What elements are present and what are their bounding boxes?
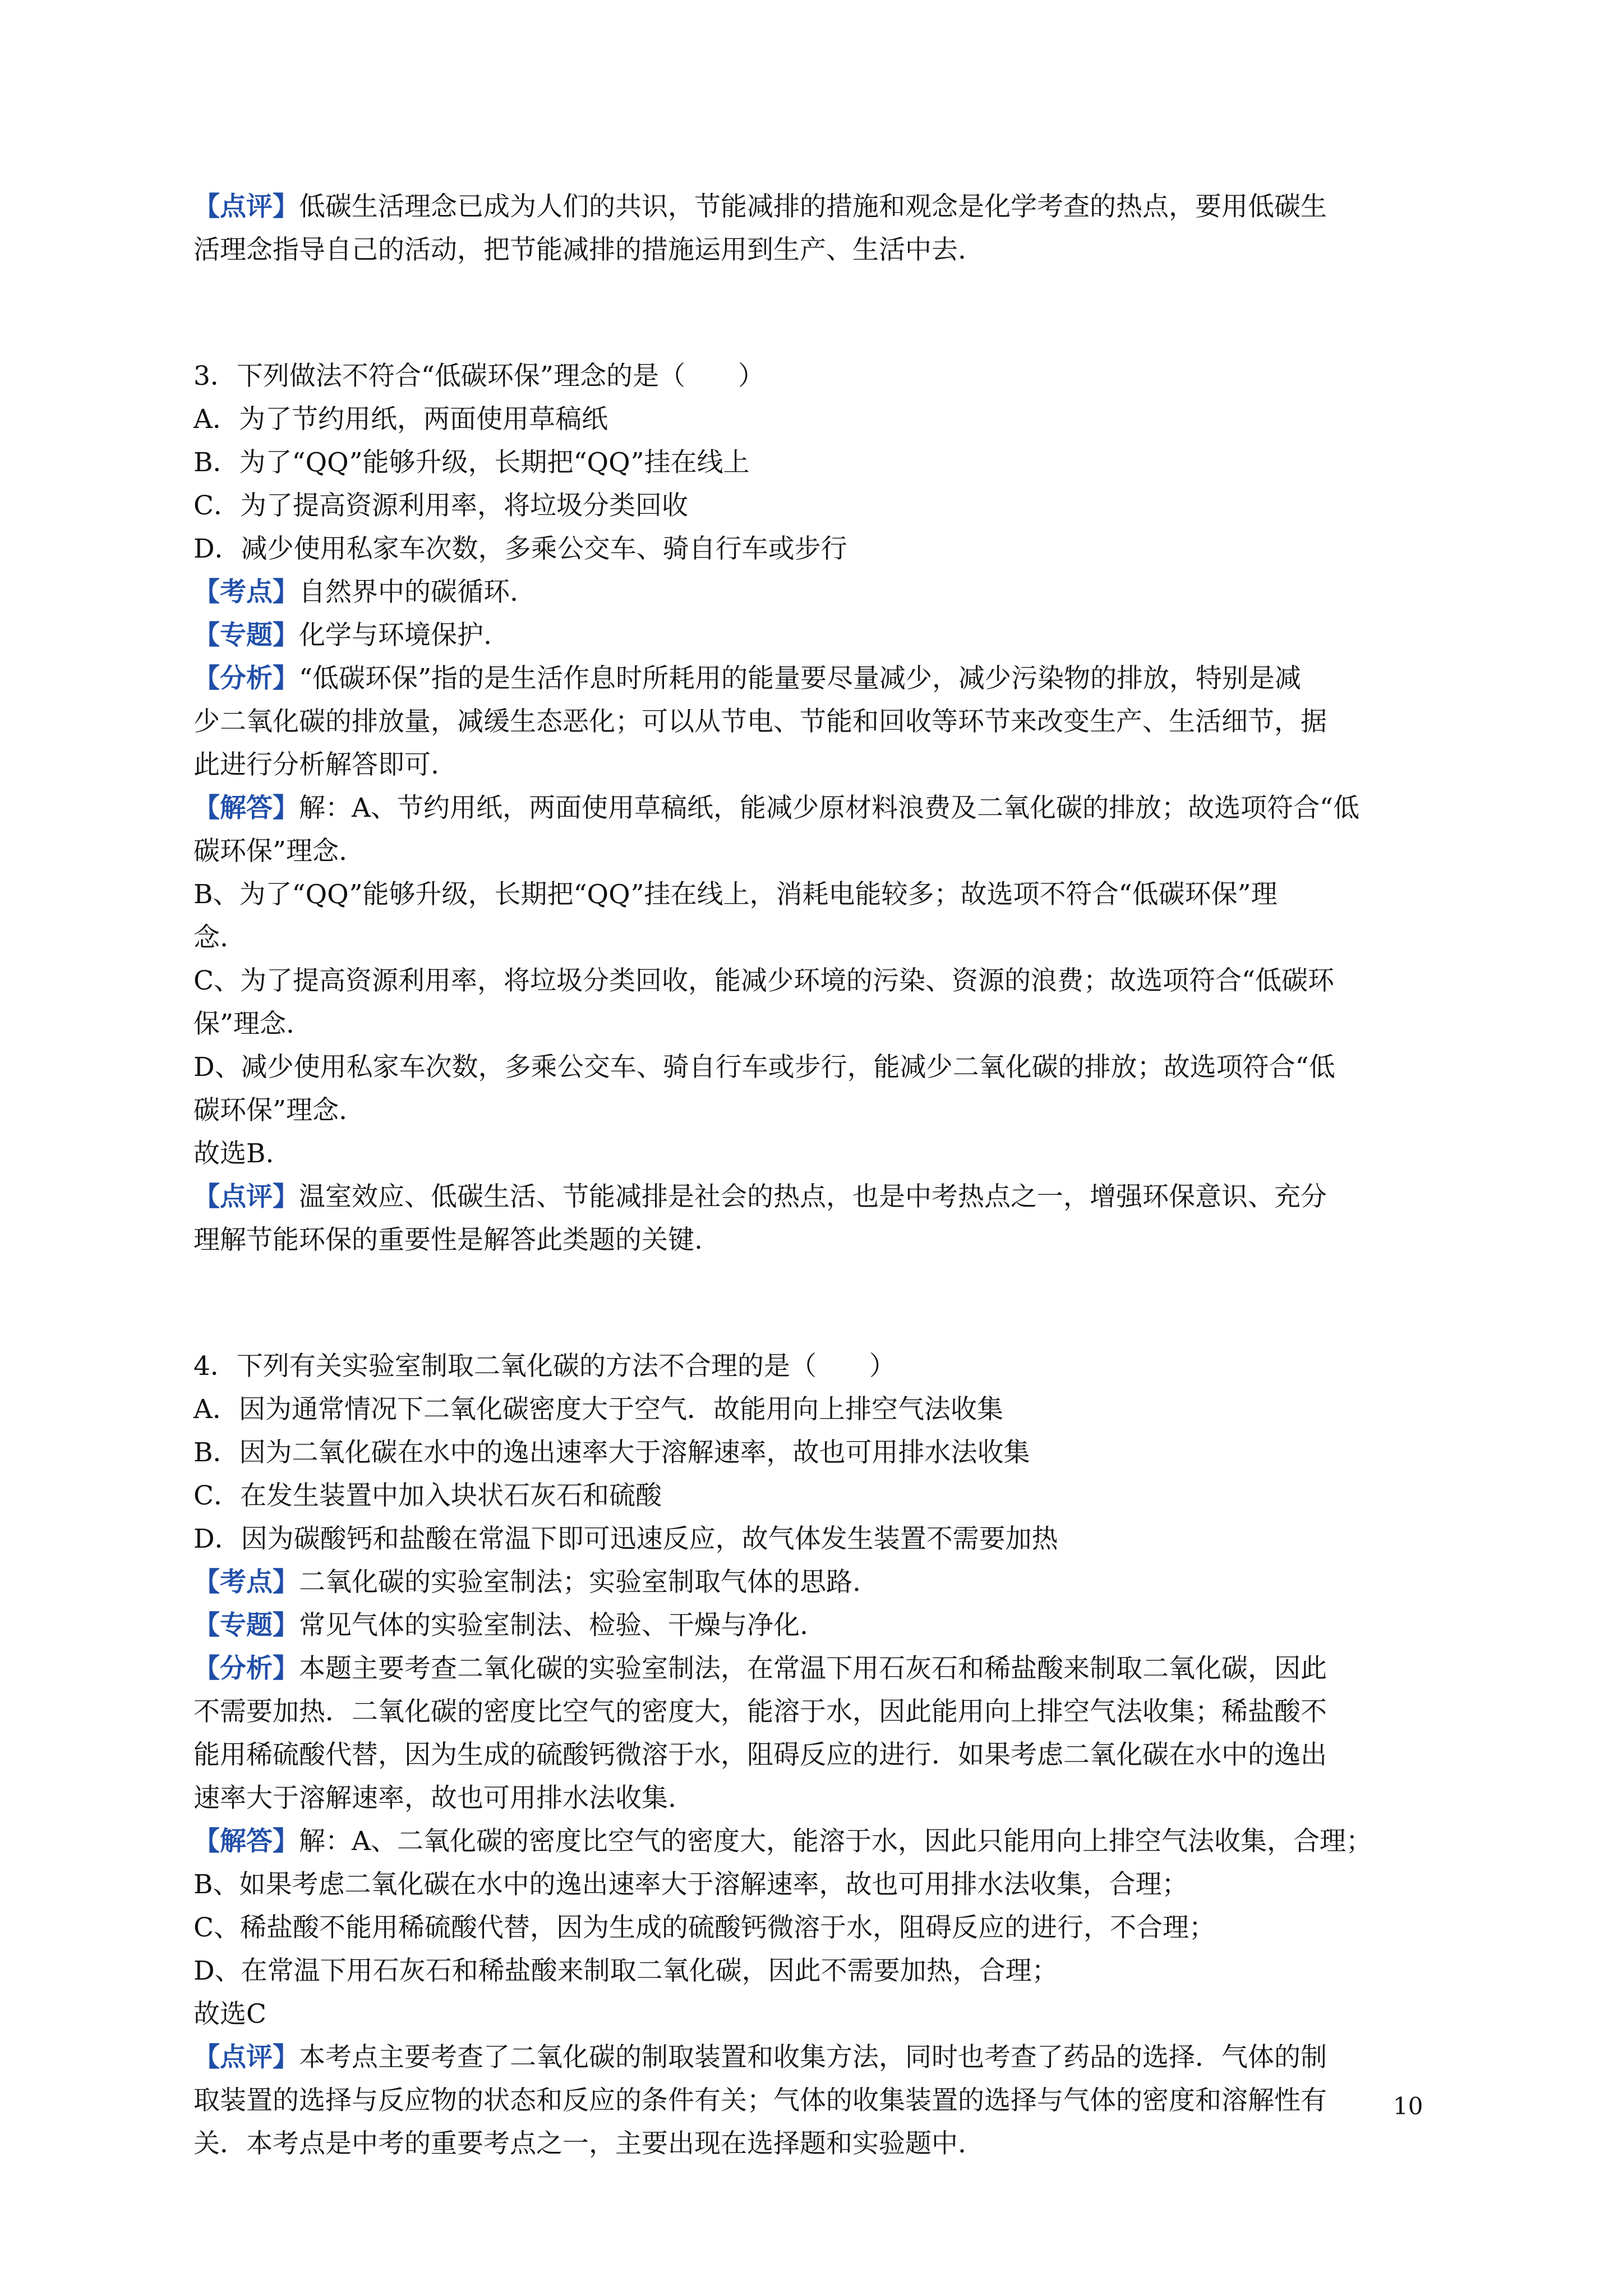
jieda-line: D、在常温下用石灰石和稀盐酸来制取二氧化碳，因此不需要加热，合理； — [193, 1955, 1058, 1986]
jieda-line: 碳环保”理念. — [193, 1095, 347, 1126]
option-c: C．在发生装置中加入块状石灰石和硫酸 — [193, 1480, 662, 1511]
question-3 — [193, 355, 1436, 1262]
fenxi: 【分析】“低碳环保”指的是生活作息时所耗用的能量要尽量减少，减少污染物的排放，特别是减 — [193, 663, 1302, 694]
option-a: A．为了节约用纸，两面使用草稿纸 — [193, 404, 608, 435]
jieda-line: C、为了提高资源利用率，将垃圾分类回收，能减少环境的污染、资源的浪费；故选项符合“低碳环 — [193, 965, 1334, 996]
dianping-line: 取装置的选择与反应物的状态和反应的条件有关；气体的收集装置的选择与气体的密度和溶解性有 — [193, 2085, 1327, 2116]
jieda-line: 故选B. — [193, 1138, 274, 1169]
question-4 — [193, 1345, 1436, 2165]
jieda: 【解答】解：A、二氧化碳的密度比空气的密度大，能溶于水，因此只能用向上排空气法收集，合理； — [193, 1826, 1372, 1857]
jieda-line: 故选C — [193, 1999, 266, 2030]
fenxi-tag: 【分析】 — [193, 663, 299, 694]
review-prev — [193, 185, 1436, 272]
zhuanti-tag: 【专题】 — [193, 620, 299, 651]
jieda-line: C、稀盐酸不能用稀硫酸代替，因为生成的硫酸钙微溶于水，阻碍反应的进行，不合理； — [193, 1912, 1215, 1943]
question-stem: 4．下列有关实验室制取二氧化碳的方法不合理的是（ ） — [193, 1351, 896, 1382]
fenxi-line: 能用稀硫酸代替，因为生成的硫酸钙微溶于水，阻碍反应的进行．如果考虑二氧化碳在水中的逸出 — [193, 1740, 1327, 1770]
kaodian-tag: 【考点】 — [193, 577, 299, 608]
option-d: D．减少使用私家车次数，多乘公交车、骑自行车或步行 — [193, 533, 847, 564]
question-stem: 3．下列做法不符合“低碳环保”理念的是（ ） — [193, 361, 764, 392]
dianping: 【点评】本考点主要考查了二氧化碳的制取装置和收集方法，同时也考查了药品的选择．气体的制 — [193, 2042, 1327, 2073]
jieda: 【解答】解：A、节约用纸，两面使用草稿纸，能减少原材料浪费及二氧化碳的排放；故选项符合“低 — [193, 793, 1359, 823]
dianping-tag: 【点评】 — [193, 191, 299, 222]
kaodian: 【考点】二氧化碳的实验室制法；实验室制取气体的思路. — [193, 1567, 861, 1598]
dianping-line: 理解节能环保的重要性是解答此类题的关键. — [193, 1225, 703, 1255]
jieda-line: B、为了“QQ”能够升级，长期把“QQ”挂在线上，消耗电能较多；故选项不符合“低碳环保”理 — [193, 879, 1278, 910]
kaodian-tag: 【考点】 — [193, 1567, 299, 1598]
option-a: A．因为通常情况下二氧化碳密度大于空气．故能用向上排空气法收集 — [193, 1394, 1003, 1425]
dianping-line: 关．本考点是中考的重要考点之一，主要出现在选择题和实验题中. — [193, 2128, 966, 2159]
jieda-line: 碳环保”理念. — [193, 836, 347, 867]
dianping-tag: 【点评】 — [193, 1181, 299, 1212]
jieda-line: 念. — [193, 922, 228, 953]
review-prev-line: 【点评】低碳生活理念已成为人们的共识，节能减排的措施和观念是化学考查的热点，要用低碳生 — [193, 191, 1327, 222]
fenxi-line: 少二氧化碳的排放量，减缓生态恶化；可以从节电、节能和回收等环节来改变生产、生活细节，据 — [193, 706, 1327, 737]
zhuanti-tag: 【专题】 — [193, 1610, 299, 1641]
zhuanti: 【专题】化学与环境保护. — [193, 620, 492, 651]
fenxi: 【分析】本题主要考查二氧化碳的实验室制法，在常温下用石灰石和稀盐酸来制取二氧化碳，因此 — [193, 1653, 1327, 1684]
fenxi-line: 此进行分析解答即可. — [193, 749, 439, 780]
page-number: 10 — [1393, 2092, 1423, 2120]
fenxi-tag: 【分析】 — [193, 1653, 299, 1684]
fenxi-line: 不需要加热．二氧化碳的密度比空气的密度大，能溶于水，因此能用向上排空气法收集；稀盐酸不 — [193, 1696, 1327, 1727]
jieda-tag: 【解答】 — [193, 1826, 299, 1857]
review-prev-line: 活理念指导自己的活动，把节能减排的措施运用到生产、生活中去. — [193, 234, 966, 265]
option-c: C．为了提高资源利用率，将垃圾分类回收 — [193, 490, 688, 521]
kaodian: 【考点】自然界中的碳循环. — [193, 577, 518, 608]
jieda-tag: 【解答】 — [193, 793, 299, 823]
jieda-line: 保”理念. — [193, 1009, 294, 1039]
jieda-line: D、减少使用私家车次数，多乘公交车、骑自行车或步行，能减少二氧化碳的排放；故选项符合“低 — [193, 1052, 1335, 1083]
zhuanti: 【专题】常见气体的实验室制法、检验、干燥与净化. — [193, 1610, 808, 1641]
jieda-line: B、如果考虑二氧化碳在水中的逸出速率大于溶解速率，故也可用排水法收集，合理； — [193, 1869, 1188, 1900]
option-b: B．因为二氧化碳在水中的逸出速率大于溶解速率，故也可用排水法收集 — [193, 1437, 1030, 1468]
option-b: B．为了“QQ”能够升级，长期把“QQ”挂在线上 — [193, 447, 750, 478]
option-d: D．因为碳酸钙和盐酸在常温下即可迅速反应，故气体发生装置不需要加热 — [193, 1524, 1058, 1554]
fenxi-line: 速率大于溶解速率，故也可用排水法收集. — [193, 1783, 676, 1814]
dianping: 【点评】温室效应、低碳生活、节能减排是社会的热点，也是中考热点之一，增强环保意识、充分 — [193, 1181, 1327, 1212]
dianping-tag: 【点评】 — [193, 2042, 299, 2073]
document-page — [193, 185, 1436, 2165]
